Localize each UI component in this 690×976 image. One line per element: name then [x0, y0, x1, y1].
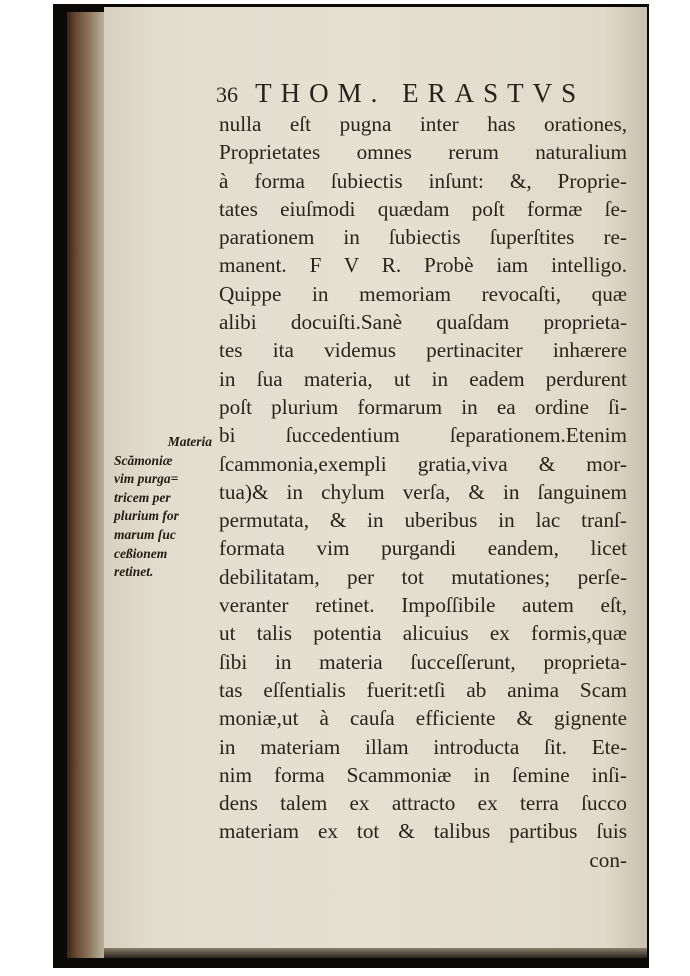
- margin-note-line: vim purga=: [114, 471, 179, 487]
- text-line: alibi docuiſti.Sanè quaſdam proprieta-: [219, 310, 627, 335]
- text-line: ſibi in materia ſucceſſerunt, proprieta-: [219, 649, 627, 674]
- text-line: permutata, & in uberibus in lac tranſ-: [219, 508, 627, 533]
- text-line: manent. F V R. Probè iam intelligo.: [219, 253, 627, 278]
- text-line: parationem in ſubiectis ſuperſtites re-: [219, 225, 627, 250]
- text-line: tua)& in chylum verſa, & in ſanguinem: [219, 479, 627, 504]
- text-line: dens talem ex attracto ex terra ſucco: [219, 791, 627, 816]
- text-line: nim forma Scammoniæ in ſemine inſi-: [219, 762, 627, 787]
- margin-note-line: ceßionem: [114, 545, 168, 561]
- text-line: ſcammonia,exempli gratia,viva & mor-: [219, 451, 627, 476]
- running-head-title: THOM. ERASTVS: [255, 78, 586, 108]
- margin-note: [114, 433, 212, 582]
- margin-note-line: marum ſuc: [114, 526, 176, 542]
- margin-note-line: tricem per: [114, 489, 171, 505]
- text-line: moniæ,ut à cauſa efficiente & gignente: [219, 706, 627, 731]
- margin-note-line: plurium for: [114, 508, 179, 524]
- text-line: tes ita videmus pertinaciter inhærere: [219, 338, 627, 363]
- margin-note-line: Scămoniæ: [114, 452, 173, 468]
- catchword: con-: [589, 847, 627, 872]
- running-head: [216, 78, 636, 112]
- margin-note-line: retinet.: [114, 564, 154, 580]
- text-line: nulla eſt pugna inter has orationes,: [219, 112, 627, 136]
- body-text: [219, 110, 627, 874]
- text-line: debilitatam, per tot mutationes; perſe-: [219, 564, 627, 589]
- text-line: formata vim purgandi eandem, licet: [219, 536, 627, 561]
- text-line: ut talis potentia alicuius ex formis,quæ: [219, 621, 627, 646]
- page-bottom-edge: [104, 948, 647, 958]
- book-cover-edge: [67, 12, 105, 958]
- text-line: poſt plurium formarum in ea ordine ſi-: [219, 394, 627, 419]
- text-line: tas eſſentialis fuerit:etſi ab anima Scam: [219, 677, 627, 702]
- text-line: bi ſuccedentium ſeparationem.Etenim: [219, 423, 627, 448]
- text-line: in materiam illam introducta ſit. Ete-: [219, 734, 627, 759]
- text-line: materiam ex tot & talibus partibus ſuis: [219, 819, 627, 844]
- margin-note-line: Materia: [167, 434, 212, 449]
- text-line: tates eiuſmodi quædam poſt formæ ſe-: [219, 196, 627, 221]
- text-line: Quippe in memoriam revocaſti, quæ: [219, 281, 627, 306]
- text-line: veranter retinet. Impoſſibile autem eſt,: [219, 593, 627, 618]
- text-line: à forma ſubiectis inſunt: &, Proprie-: [219, 168, 627, 193]
- page-number: 36: [216, 82, 238, 107]
- text-line: Proprietates omnes rerum naturalium: [219, 140, 627, 165]
- text-line: in ſua materia, ut in eadem perdurent: [219, 366, 627, 391]
